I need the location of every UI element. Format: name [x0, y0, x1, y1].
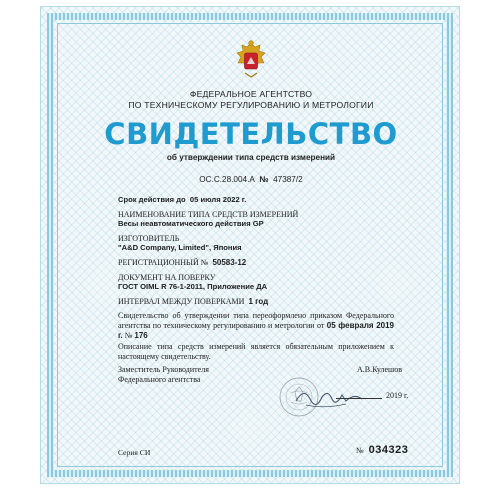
description-paragraph: Описание типа средств измерений является обязательным приложением к настоящему свидетельству.	[118, 342, 394, 361]
validity-value: 05 июля 2022 г.	[189, 195, 247, 204]
coat-of-arms-icon	[232, 39, 270, 81]
document-subtitle: об утверждении типа средств измерений	[166, 153, 336, 162]
manufacturer-label: ИЗГОТОВИТЕЛЬ	[118, 234, 180, 243]
validity-row	[118, 195, 246, 204]
serial-label: №	[356, 446, 364, 455]
signatory-position-line1: Заместитель Руководителя	[118, 365, 209, 374]
certificate-no-label: №	[259, 175, 269, 184]
interval-label: ИНТЕРВАЛ МЕЖДУ ПОВЕРКАМИ	[118, 297, 245, 306]
certificate-sheet	[40, 6, 460, 484]
document-title: СВИДЕТЕЛЬСТВО	[104, 117, 398, 151]
form-series: Серия СИ	[118, 448, 151, 457]
agency-name-line2: ПО ТЕХНИЧЕСКОМУ РЕГУЛИРОВАНИЮ И МЕТРОЛОГИИ	[128, 100, 374, 110]
validity-label: Срок действия до	[118, 195, 186, 204]
registration-value: 50583-12	[212, 258, 247, 267]
verification-doc-value: ГОСТ OIML R 76-1-2011, Приложение ДА	[118, 282, 268, 291]
interval-row	[118, 297, 268, 306]
reissue-date: 05 февраля 2019 г.	[118, 321, 395, 340]
interval-value: 1 год	[248, 297, 269, 306]
signature-date-line	[336, 398, 382, 399]
certificate-no: 47387/2	[273, 175, 303, 184]
registration-row	[118, 258, 246, 267]
signature-year: 2019 г.	[386, 391, 409, 400]
serial-number	[356, 444, 408, 456]
agency-name-line1: ФЕДЕРАЛЬНОЕ АГЕНТСТВО	[189, 89, 313, 99]
reissue-text: Свидетельство об утверждении типа переоформлено приказом Федерального агентства по техническому регулированию и метрологии от	[118, 311, 394, 330]
reissue-no: 176	[134, 331, 148, 340]
handwritten-signature-icon	[284, 379, 379, 419]
signatory-position	[118, 365, 209, 385]
registration-label: РЕГИСТРАЦИОННЫЙ №	[118, 258, 209, 267]
serial-value: 034323	[368, 444, 409, 456]
certificate-number	[41, 175, 461, 184]
reissue-no-label: №	[124, 331, 133, 340]
signatory-name: А.В.Кулешов	[357, 365, 402, 374]
certificate-code: ОС.С.28.004.А	[199, 175, 255, 184]
type-name-value: Весы неавтоматического действия GP	[118, 219, 264, 228]
signatory-position-line2: Федерального агентства	[118, 375, 201, 384]
reissue-paragraph	[118, 311, 394, 341]
type-name-label: НАИМЕНОВАНИЕ ТИПА СРЕДСТВ ИЗМЕРЕНИЙ	[118, 210, 299, 219]
manufacturer-value: "A&D Company, Limited", Япония	[118, 243, 242, 252]
verification-doc-label: ДОКУМЕНТ НА ПОВЕРКУ	[118, 273, 216, 282]
